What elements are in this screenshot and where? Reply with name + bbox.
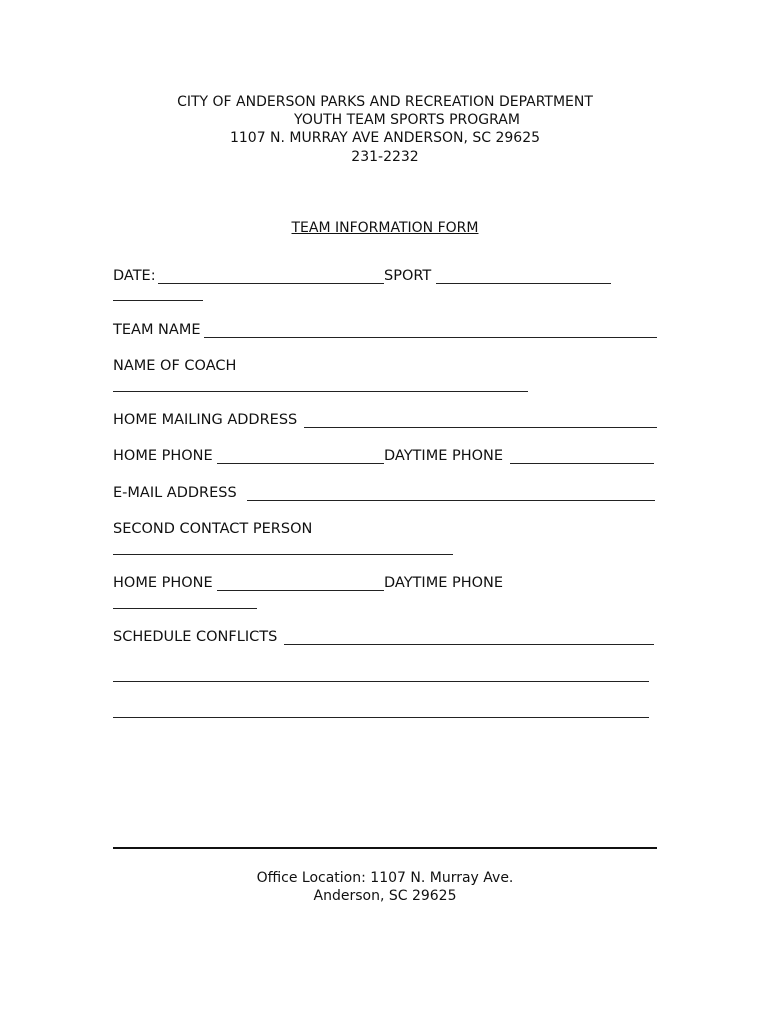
home-phone-label: HOME PHONE <box>113 448 213 464</box>
home-phone-input-line[interactable] <box>217 463 384 464</box>
daytime-phone-label: DAYTIME PHONE <box>384 448 504 464</box>
email-label: E-MAIL ADDRESS <box>113 485 237 501</box>
date-label: DATE: <box>113 268 156 284</box>
home-mailing-address-input-line[interactable] <box>304 427 657 428</box>
team-name-input-line[interactable] <box>204 337 657 338</box>
second-contact-input-line[interactable] <box>113 554 453 555</box>
second-home-phone-label: HOME PHONE <box>113 575 213 591</box>
header-phone: 231-2232 <box>351 149 419 165</box>
second-home-phone-input-line[interactable] <box>217 590 384 591</box>
home-mailing-address-label: HOME MAILING ADDRESS <box>113 412 298 428</box>
schedule-conflicts-input-line-2[interactable] <box>113 681 649 682</box>
coach-name-input-line[interactable] <box>113 391 528 392</box>
email-input-line[interactable] <box>247 500 655 501</box>
header-department: CITY OF ANDERSON PARKS AND RECREATION DEPARTMENT <box>177 94 593 110</box>
daytime-phone-input-line[interactable] <box>510 463 654 464</box>
second-daytime-phone-input-line[interactable] <box>113 608 257 609</box>
second-daytime-phone-label: DAYTIME PHONE <box>384 575 504 591</box>
footer-office-location: Office Location: 1107 N. Murray Ave. <box>256 870 514 886</box>
date-input-line[interactable] <box>158 283 384 284</box>
schedule-conflicts-input-line[interactable] <box>284 644 654 645</box>
sport-label: SPORT <box>384 268 432 284</box>
schedule-conflicts-label: SCHEDULE CONFLICTS <box>113 629 278 645</box>
team-name-label: TEAM NAME <box>113 322 201 338</box>
form-title: TEAM INFORMATION FORM <box>291 220 479 236</box>
coach-name-label: NAME OF COACH <box>113 358 237 374</box>
second-contact-label: SECOND CONTACT PERSON <box>113 521 313 537</box>
sport-input-line-continued[interactable] <box>113 300 203 301</box>
footer-divider <box>113 847 657 849</box>
schedule-conflicts-input-line-3[interactable] <box>113 717 649 718</box>
header-address: 1107 N. MURRAY AVE ANDERSON, SC 29625 <box>229 130 541 146</box>
header-program: YOUTH TEAM SPORTS PROGRAM <box>294 112 520 128</box>
sport-input-line[interactable] <box>436 283 611 284</box>
footer-city: Anderson, SC 29625 <box>313 888 457 904</box>
